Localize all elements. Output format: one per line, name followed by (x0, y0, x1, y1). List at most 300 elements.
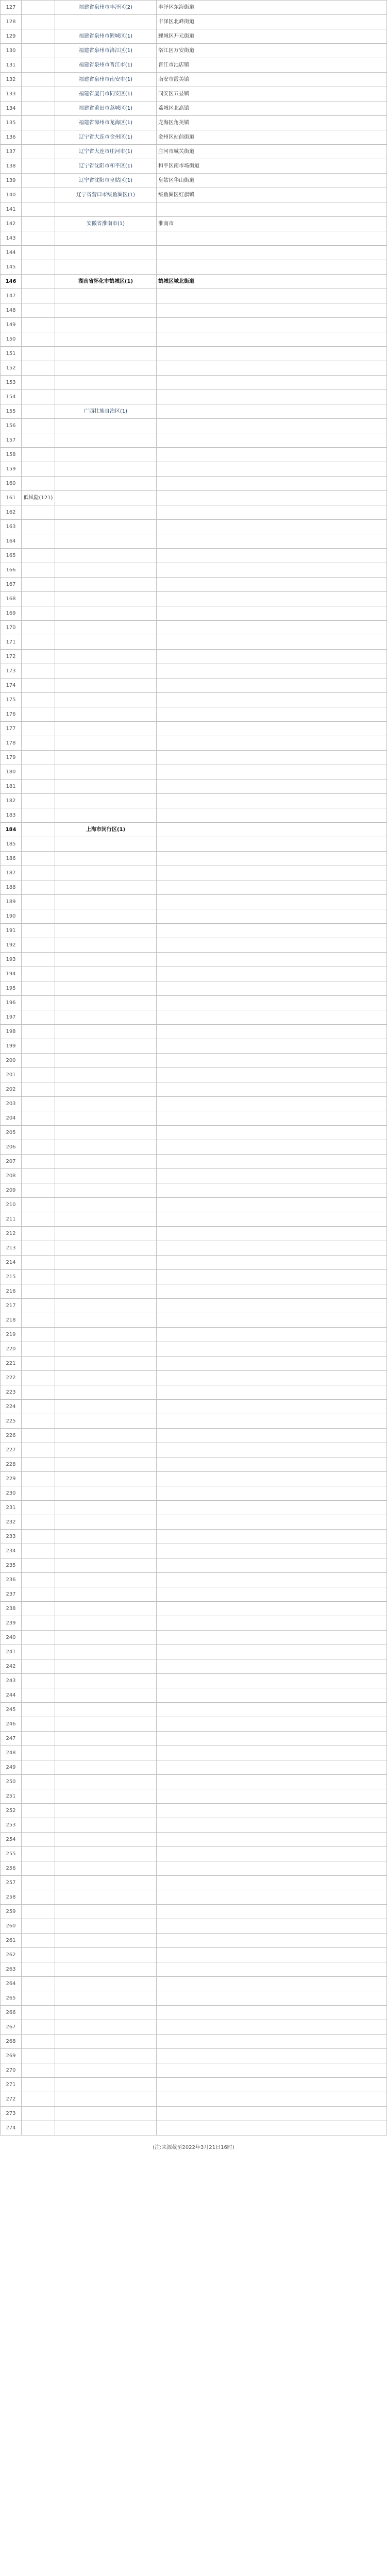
row-number: 226 (1, 1429, 22, 1443)
area-name-cell (55, 1861, 157, 1876)
area-name-cell (55, 621, 157, 635)
area-detail-cell (157, 1558, 387, 1573)
table-row (1, 404, 387, 419)
row-number: 236 (1, 1573, 22, 1587)
area-detail-cell: 鲅鱼圈区红旗镇 (157, 188, 387, 202)
row-number: 203 (1, 1097, 22, 1111)
area-name-cell (55, 2121, 157, 2136)
table-row (1, 1876, 387, 1890)
row-number: 159 (1, 462, 22, 477)
row-number: 183 (1, 808, 22, 823)
table-row (1, 1414, 387, 1429)
area-name-cell (55, 1760, 157, 1775)
row-number: 205 (1, 1126, 22, 1140)
table-row (1, 44, 387, 58)
risk-level-cell (22, 159, 55, 174)
area-name-cell (55, 967, 157, 981)
row-number: 254 (1, 1833, 22, 1847)
area-detail-cell (157, 1068, 387, 1082)
table-row (1, 534, 387, 549)
area-detail-cell (157, 1602, 387, 1616)
area-name-cell (55, 390, 157, 404)
row-number: 222 (1, 1371, 22, 1385)
risk-level-cell (22, 1616, 55, 1631)
risk-level-cell (22, 765, 55, 779)
row-number: 145 (1, 260, 22, 275)
row-number: 219 (1, 1328, 22, 1342)
area-detail-cell (157, 751, 387, 765)
area-detail-cell (157, 419, 387, 433)
row-number: 269 (1, 2049, 22, 2063)
area-detail-cell (157, 1934, 387, 1948)
row-number: 207 (1, 1155, 22, 1169)
area-name-cell (55, 1544, 157, 1558)
area-detail-cell (157, 866, 387, 880)
risk-level-cell: 低风险(121) (22, 491, 55, 505)
area-name-cell (55, 808, 157, 823)
risk-level-cell (22, 1948, 55, 1962)
row-number: 180 (1, 765, 22, 779)
table-row (1, 707, 387, 722)
area-detail-cell (157, 1573, 387, 1587)
row-number: 156 (1, 419, 22, 433)
area-detail-cell (157, 361, 387, 376)
area-name-cell (55, 1313, 157, 1328)
risk-level-cell (22, 1270, 55, 1284)
risk-level-cell (22, 924, 55, 938)
table-row (1, 1602, 387, 1616)
area-detail-cell (157, 1616, 387, 1631)
area-detail-cell (157, 1429, 387, 1443)
row-number: 247 (1, 1732, 22, 1746)
area-name-cell (55, 1169, 157, 1183)
area-name-cell (55, 1602, 157, 1616)
row-number: 169 (1, 606, 22, 621)
risk-level-cell (22, 635, 55, 650)
table-row (1, 924, 387, 938)
table-row (1, 1804, 387, 1818)
table-row (1, 895, 387, 909)
area-detail-cell: 晋江市池店镇 (157, 58, 387, 73)
risk-level-cell (22, 520, 55, 534)
table-row (1, 87, 387, 101)
table-row (1, 1962, 387, 1977)
area-name-cell (55, 419, 157, 433)
risk-level-cell (22, 1097, 55, 1111)
area-detail-cell (157, 1948, 387, 1962)
area-name-cell (55, 1558, 157, 1573)
area-name-cell (55, 1732, 157, 1746)
table-row (1, 693, 387, 707)
table-row (1, 1659, 387, 1674)
area-name-cell (55, 1371, 157, 1385)
row-number: 157 (1, 433, 22, 448)
row-number: 240 (1, 1631, 22, 1645)
table-row (1, 578, 387, 592)
row-number: 168 (1, 592, 22, 606)
table-row (1, 433, 387, 448)
row-number: 149 (1, 318, 22, 332)
area-detail-cell (157, 1515, 387, 1530)
area-name-cell: 辽宁省大连市金州区(1) (55, 130, 157, 145)
table-row (1, 635, 387, 650)
row-number: 235 (1, 1558, 22, 1573)
risk-level-cell (22, 2121, 55, 2136)
risk-level-cell (22, 275, 55, 289)
area-detail-cell (157, 1587, 387, 1602)
row-number: 160 (1, 477, 22, 491)
area-detail-cell (157, 1357, 387, 1371)
area-name-cell (55, 1688, 157, 1703)
area-detail-cell (157, 1299, 387, 1313)
risk-level-cell (22, 289, 55, 303)
table-row (1, 1573, 387, 1587)
area-detail-cell (157, 1169, 387, 1183)
area-detail-cell (157, 2121, 387, 2136)
risk-level-cell (22, 1227, 55, 1241)
table-row (1, 289, 387, 303)
risk-level-cell (22, 938, 55, 953)
area-name-cell (55, 1458, 157, 1472)
area-name-cell (55, 1227, 157, 1241)
table-row (1, 1645, 387, 1659)
row-number: 253 (1, 1818, 22, 1833)
area-detail-cell (157, 1284, 387, 1299)
risk-level-cell (22, 1198, 55, 1212)
area-detail-cell (157, 448, 387, 462)
row-number: 230 (1, 1486, 22, 1501)
area-name-cell (55, 491, 157, 505)
area-name-cell (55, 563, 157, 578)
area-name-cell (55, 520, 157, 534)
area-name-cell (55, 2006, 157, 2020)
risk-level-cell (22, 981, 55, 996)
table-row (1, 1039, 387, 1054)
table-row (1, 664, 387, 679)
table-row (1, 606, 387, 621)
table-row (1, 563, 387, 578)
table-row (1, 390, 387, 404)
table-row (1, 101, 387, 116)
area-name-cell: 辽宁省沈阳市和平区(1) (55, 159, 157, 174)
table-row (1, 318, 387, 332)
area-name-cell (55, 1097, 157, 1111)
area-name-cell: 辽宁省大连市庄河市(1) (55, 145, 157, 159)
risk-level-cell (22, 1169, 55, 1183)
table-row (1, 1919, 387, 1934)
row-number: 132 (1, 73, 22, 87)
area-detail-cell (157, 578, 387, 592)
area-name-cell (55, 2078, 157, 2092)
area-detail-cell (157, 1385, 387, 1400)
area-name-cell (55, 2035, 157, 2049)
area-detail-cell (157, 679, 387, 693)
table-row (1, 967, 387, 981)
area-detail-cell (157, 1732, 387, 1746)
risk-level-cell (22, 1400, 55, 1414)
area-detail-cell: 丰泽区东海街道 (157, 1, 387, 15)
row-number: 251 (1, 1789, 22, 1804)
risk-level-cell (22, 823, 55, 837)
area-name-cell (55, 866, 157, 880)
row-number: 175 (1, 693, 22, 707)
area-detail-cell (157, 1530, 387, 1544)
row-number: 227 (1, 1443, 22, 1458)
area-name-cell (55, 1241, 157, 1256)
notes-block (0, 2136, 387, 2140)
risk-level-cell (22, 145, 55, 159)
area-name-cell (55, 1631, 157, 1645)
area-detail-cell (157, 808, 387, 823)
table-row (1, 1313, 387, 1328)
risk-level-cell (22, 116, 55, 130)
area-name-cell: 福建省莆田市荔城区(1) (55, 101, 157, 116)
area-name-cell (55, 1299, 157, 1313)
area-name-cell (55, 707, 157, 722)
table-row (1, 852, 387, 866)
row-number: 256 (1, 1861, 22, 1876)
risk-level-cell (22, 1775, 55, 1789)
area-detail-cell (157, 1746, 387, 1760)
area-name-cell (55, 1991, 157, 2006)
table-row (1, 1501, 387, 1515)
row-number: 155 (1, 404, 22, 419)
row-number: 200 (1, 1054, 22, 1068)
area-detail-cell (157, 404, 387, 419)
area-detail-cell (157, 1486, 387, 1501)
row-number: 231 (1, 1501, 22, 1515)
risk-level-cell (22, 794, 55, 808)
row-number: 271 (1, 2078, 22, 2092)
area-name-cell (55, 1616, 157, 1631)
area-detail-cell: 和平区南市场街道 (157, 159, 387, 174)
table-row (1, 866, 387, 880)
row-number: 239 (1, 1616, 22, 1631)
risk-level-cell (22, 679, 55, 693)
table-row (1, 2035, 387, 2049)
table-row (1, 1054, 387, 1068)
area-detail-cell (157, 2020, 387, 2035)
row-number: 233 (1, 1530, 22, 1544)
row-number: 158 (1, 448, 22, 462)
area-detail-cell (157, 1414, 387, 1429)
area-name-cell (55, 1025, 157, 1039)
risk-level-cell (22, 1847, 55, 1861)
area-detail-cell (157, 1082, 387, 1097)
area-detail-cell (157, 2035, 387, 2049)
area-name-cell (55, 347, 157, 361)
table-row (1, 58, 387, 73)
area-name-cell (55, 996, 157, 1010)
risk-level-cell (22, 332, 55, 347)
area-detail-cell (157, 707, 387, 722)
row-number: 255 (1, 1847, 22, 1861)
table-row (1, 159, 387, 174)
row-number: 272 (1, 2092, 22, 2107)
row-number: 192 (1, 938, 22, 953)
area-detail-cell (157, 246, 387, 260)
area-name-cell (55, 1818, 157, 1833)
area-detail-cell (157, 491, 387, 505)
area-detail-cell (157, 693, 387, 707)
risk-level-cell (22, 1472, 55, 1486)
risk-level-cell (22, 592, 55, 606)
row-number: 273 (1, 2107, 22, 2121)
area-name-cell (55, 938, 157, 953)
area-name-cell (55, 318, 157, 332)
table-row (1, 1948, 387, 1962)
row-number: 217 (1, 1299, 22, 1313)
row-number: 265 (1, 1991, 22, 2006)
row-number: 262 (1, 1948, 22, 1962)
area-detail-cell (157, 664, 387, 679)
area-name-cell: 上海市闵行区(1) (55, 823, 157, 837)
risk-level-cell (22, 361, 55, 376)
risk-level-cell (22, 1501, 55, 1515)
risk-level-cell (22, 1183, 55, 1198)
area-detail-cell (157, 1919, 387, 1934)
table-row (1, 1183, 387, 1198)
risk-level-cell (22, 722, 55, 736)
area-detail-cell (157, 1760, 387, 1775)
table-row (1, 1385, 387, 1400)
table-row (1, 29, 387, 44)
risk-level-cell (22, 505, 55, 520)
risk-level-cell (22, 1573, 55, 1587)
risk-level-cell (22, 1140, 55, 1155)
row-number: 134 (1, 101, 22, 116)
area-detail-cell (157, 1313, 387, 1328)
area-name-cell (55, 1328, 157, 1342)
row-number: 181 (1, 779, 22, 794)
table-row (1, 953, 387, 967)
row-number: 261 (1, 1934, 22, 1948)
row-number: 234 (1, 1544, 22, 1558)
area-detail-cell (157, 1674, 387, 1688)
risk-level-cell (22, 707, 55, 722)
table-row (1, 1616, 387, 1631)
risk-level-cell (22, 2020, 55, 2035)
area-name-cell (55, 1515, 157, 1530)
area-detail-cell (157, 202, 387, 217)
risk-level-cell (22, 621, 55, 635)
area-detail-cell (157, 1861, 387, 1876)
area-name-cell (55, 2020, 157, 2035)
row-number: 135 (1, 116, 22, 130)
row-number: 140 (1, 188, 22, 202)
risk-level-cell (22, 953, 55, 967)
area-name-cell (55, 505, 157, 520)
risk-level-cell (22, 880, 55, 895)
risk-level-cell (22, 419, 55, 433)
area-detail-cell (157, 477, 387, 491)
table-row (1, 448, 387, 462)
table-row (1, 837, 387, 852)
risk-level-cell (22, 1530, 55, 1544)
area-name-cell (55, 1082, 157, 1097)
area-name-cell: 福建省泉州市洛江区(1) (55, 44, 157, 58)
area-detail-cell (157, 1847, 387, 1861)
table-row (1, 1818, 387, 1833)
area-detail-cell: 同安区五显镇 (157, 87, 387, 101)
table-row (1, 592, 387, 606)
row-number: 260 (1, 1919, 22, 1934)
risk-level-cell (22, 1703, 55, 1717)
table-row (1, 260, 387, 275)
table-row (1, 722, 387, 736)
row-number: 266 (1, 2006, 22, 2020)
risk-level-cell (22, 909, 55, 924)
table-row (1, 188, 387, 202)
area-detail-cell (157, 1645, 387, 1659)
row-number: 263 (1, 1962, 22, 1977)
row-number: 216 (1, 1284, 22, 1299)
area-detail-cell (157, 981, 387, 996)
area-detail-cell (157, 1212, 387, 1227)
table-row (1, 1934, 387, 1948)
risk-level-cell (22, 1645, 55, 1659)
area-detail-cell (157, 2063, 387, 2078)
table-row (1, 909, 387, 924)
area-detail-cell (157, 924, 387, 938)
risk-level-cell (22, 1414, 55, 1429)
table-row (1, 679, 387, 693)
area-detail-cell (157, 996, 387, 1010)
area-name-cell: 湖南省怀化市鹤城区(1) (55, 275, 157, 289)
table-row (1, 1284, 387, 1299)
row-number: 191 (1, 924, 22, 938)
row-number: 218 (1, 1313, 22, 1328)
row-number: 161 (1, 491, 22, 505)
risk-level-cell (22, 174, 55, 188)
table-row (1, 1342, 387, 1357)
area-detail-cell (157, 2049, 387, 2063)
risk-level-cell (22, 2035, 55, 2049)
table-row (1, 2107, 387, 2121)
area-detail-cell (157, 967, 387, 981)
row-number: 138 (1, 159, 22, 174)
risk-level-cell (22, 1342, 55, 1357)
area-detail-cell (157, 794, 387, 808)
area-detail-cell (157, 1400, 387, 1414)
area-detail-cell (157, 635, 387, 650)
area-detail-cell (157, 592, 387, 606)
risk-level-cell (22, 1515, 55, 1530)
area-name-cell (55, 1385, 157, 1400)
table-row (1, 765, 387, 779)
table-row (1, 1703, 387, 1717)
risk-level-cell (22, 534, 55, 549)
table-row (1, 376, 387, 390)
row-number: 249 (1, 1760, 22, 1775)
table-row (1, 231, 387, 246)
area-name-cell (55, 1905, 157, 1919)
row-number: 129 (1, 29, 22, 44)
risk-level-cell (22, 967, 55, 981)
risk-level-cell (22, 231, 55, 246)
area-detail-cell (157, 2006, 387, 2020)
table-row (1, 130, 387, 145)
table-row (1, 1861, 387, 1876)
risk-level-cell (22, 1905, 55, 1919)
area-name-cell (55, 880, 157, 895)
table-row (1, 1097, 387, 1111)
row-number: 143 (1, 231, 22, 246)
row-number: 186 (1, 852, 22, 866)
row-number: 154 (1, 390, 22, 404)
area-name-cell (55, 578, 157, 592)
table-row (1, 2020, 387, 2035)
